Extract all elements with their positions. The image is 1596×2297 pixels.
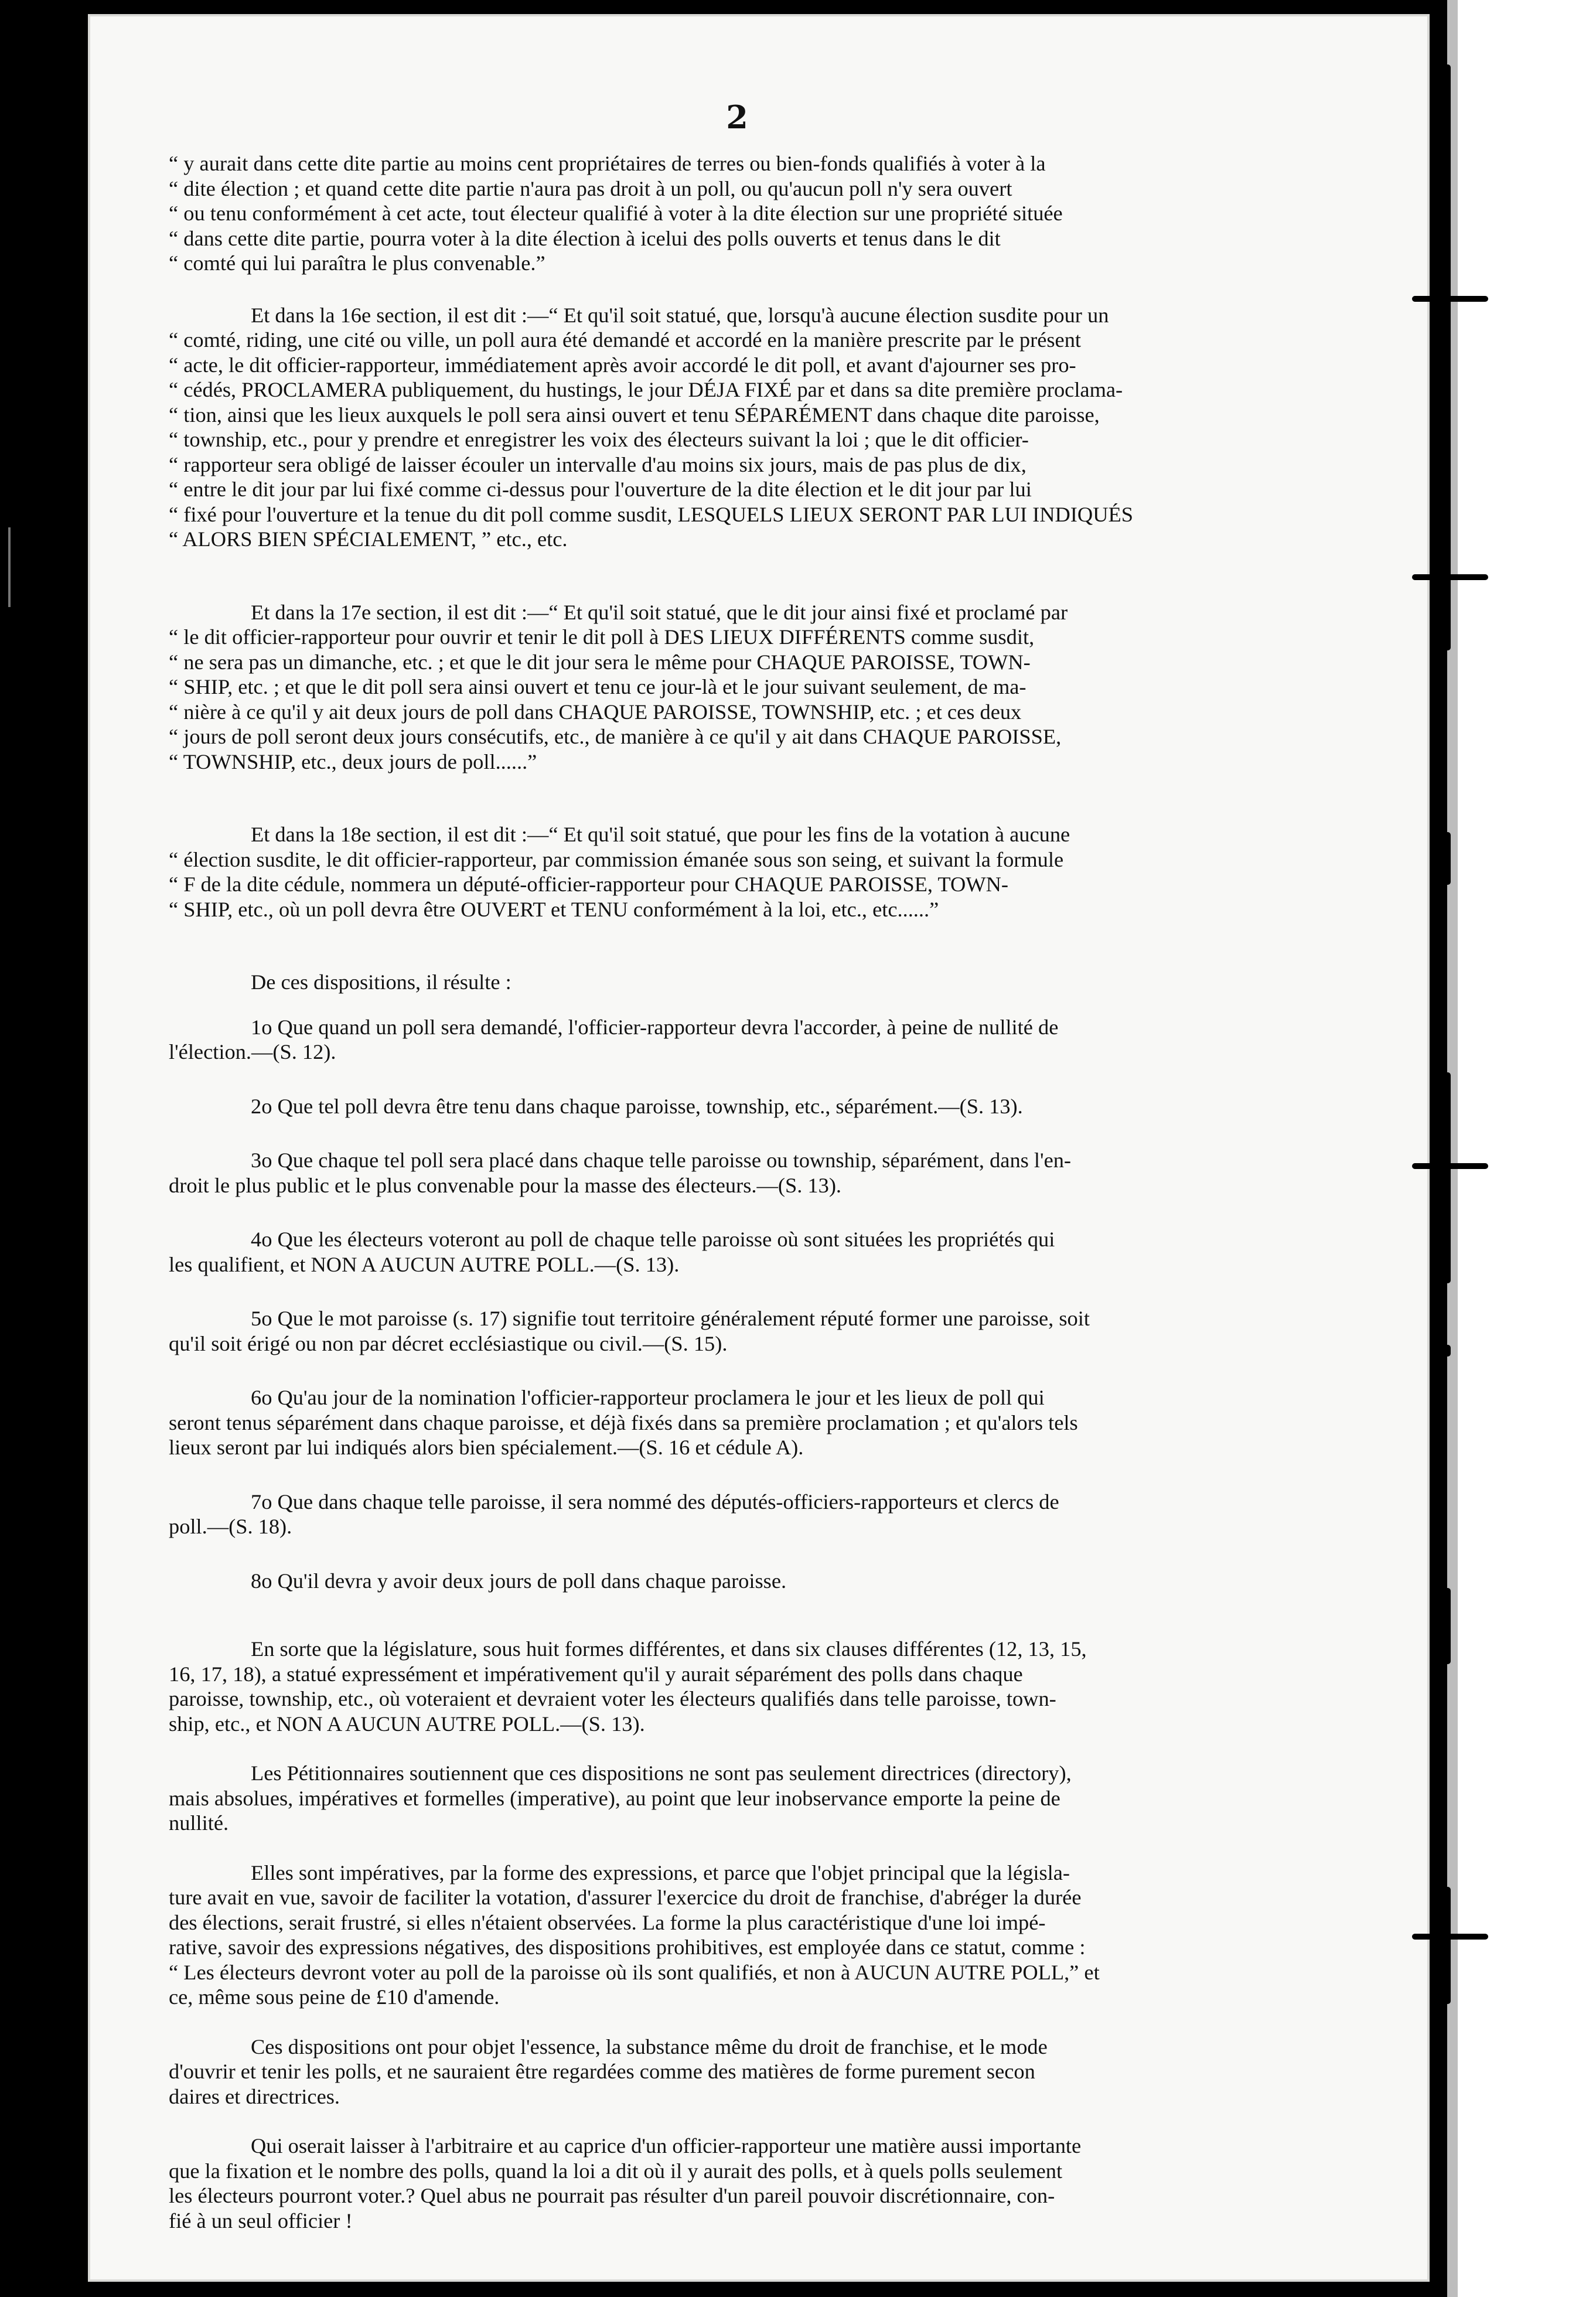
paragraph-quote-continuation: “ y aurait dans cette dite partie au moins cent propriétaires de terres ou bien-fonds qualifiés à voter à la “ dite élection ; et quand cette dite partie n'aura pas droit à un poll, ou qu'aucun poll n'y sera ouvert “ ou tenu conformément à cet acte, tout électeur qualifié à voter à la dite élection sur une propriété située “ dans cette dite partie, pourra voter à la dite élection à icelui des polls ouverts et tenus dans le dit “ comté qui lui paraîtra le plus convenable.” — [169, 152, 1063, 275]
right-binding-stroke — [1442, 1887, 1451, 2004]
paragraph-section-18: Et dans la 18e section, il est dit :—“ Et qu'il soit statué, que pour les fins de la votation à aucune “ élection susdite, le dit officier-rapporteur, par commission émanée sous son seing, et suivant la formule “ F de la dite cédule, nommera un député-officier-rapporteur pour CHAQUE PAROISSE, TOWN- “ SHIP, etc., où un poll devra être OUVERT et TENU conformément à la loi, etc., etc......” — [169, 823, 1070, 921]
paragraph-legislature-summary: En sorte que la législature, sous huit formes différentes, et dans six clauses différentes (12, 13, 15, 16, 17, 18), a statué expressément et impérativement qu'il y aurait séparément des polls dans chaque paroisse, township, etc., où voteraient et devraient voter les électeurs qualifiés dans telle paroisse, town- ship, etc., et NON A AUCUN AUTRE POLL.—(S. 13). — [169, 1637, 1087, 1736]
result-item-4: 4o Que les électeurs voteront au poll de chaque telle paroisse où sont situées les propriétés qui les qualifient, et NON A AUCUN AUTRE POLL.—(S. 13). — [169, 1228, 1055, 1276]
result-item-1: 1o Que quand un poll sera demandé, l'officier-rapporteur devra l'accorder, à peine de nullité de l'élection.—(S. 12). — [169, 1015, 1059, 1064]
page-text — [169, 100, 1282, 2258]
right-binding-stroke — [1442, 1588, 1451, 1664]
page-number: 2 — [726, 98, 748, 136]
binding-dot — [1442, 1345, 1451, 1357]
paragraph-results-intro: De ces dispositions, il résulte : — [251, 970, 511, 994]
result-item-7: 7o Que dans chaque telle paroisse, il sera nommé des députés-officiers-rapporteurs et clercs de poll.—(S. 18). — [169, 1490, 1059, 1538]
paragraph-franchise-essence: Ces dispositions ont pour objet l'essence, la substance même du droit de franchise, et le mode d'ouvrir et tenir les polls, et ne sauraient être regardées comme des matières de forme purement secon daires et directrices. — [169, 2034, 1048, 2108]
paragraph-discretionary-power: Qui oserait laisser à l'arbitraire et au caprice d'un officier-rapporteur une matière aussi importante que la fixation et le nombre des polls, quand la loi a dit où il y aurait des polls, et à quels polls seulement les électeurs pourront voter.? Quel abus ne pourrait pas résulter d'un pareil pouvoir discrétionnaire, con- fié à un seul officier ! — [169, 2134, 1082, 2233]
paragraph-section-17: Et dans la 17e section, il est dit :—“ Et qu'il soit statué, que le dit jour ainsi fixé et proclamé par “ le dit officier-rapporteur pour ouvrir et tenir le dit poll à DES LIEUX DIFFÉRENTS comme susdit, “ ne sera pas un dimanche, etc. ; et que le dit jour sera le même pour CHAQUE PAROISSE, TOWN- “ SHIP, etc. ; et que le dit poll sera ainsi ouvert et tenu ce jour-là et le jour suivant seulement, de ma- “ nière à ce qu'il y ait deux jours de poll dans CHAQUE PAROISSE, TOWNSHIP, etc. ; et ces deux “ jours de poll seront deux jours consécutifs, etc., de manière à ce qu'il y ait dans CHAQUE PAROISSE, “ TOWNSHIP, etc., deux jours de poll......” — [169, 600, 1068, 773]
paragraph-section-16: Et dans la 16e section, il est dit :—“ Et qu'il soit statué, que, lorsqu'à aucune élection susdite pour un “ comté, riding, une cité ou ville, un poll aura été demandé et accordé en la manière prescrite par le présent “ acte, le dit officier-rapporteur, immédiatement après avoir accordé le dit poll, et avant d'ajourner ses pro- “ cédés, PROCLAMERA publiquement, du hustings, le jour DÉJA FIXÉ par et dans sa dite première proclama- “ tion, ainsi que les lieux auxquels le poll sera ainsi ouvert et tenu SÉPARÉMENT dans chaque dite paroisse, “ township, etc., pour y prendre et enregistrer les voix des électeurs suivant la loi ; que le dit officier- “ rapporteur sera obligé de laisser écouler un intervalle d'au moins six jours, mais de pas plus de dix, “ entre le dit jour par lui fixé comme ci-dessus pour l'ouverture de la dite élection et le dit jour par lui “ fixé pour l'ouverture et la tenue du dit poll comme susdit, LESQUELS LIEUX SERONT PAR LUI INDIQUÉS “ ALORS BIEN SPÉCIALEMENT, ” etc., etc. — [169, 303, 1133, 551]
paragraph-imperative-provisions: Elles sont impératives, par la forme des expressions, et parce que l'objet principal que la législa- ture avait en vue, savoir de faciliter la votation, d'assurer l'exercice du droit de franchise, d'abréger la durée des élections, serait frustré, si elles n'étaient observées. La forme la plus caractéristique d'une loi impé- rative, savoir des expressions négatives, des dispositions prohibitives, est employée dans ce statut, comme : “ Les électeurs devront voter au poll de la paroisse où ils sont qualifiés, et non à AUCUN AUTRE POLL,” et ce, même sous peine de £10 d'amende. — [169, 1860, 1100, 2009]
adjacent-page-edge — [1447, 0, 1596, 2297]
binding-tick — [1412, 296, 1488, 302]
right-binding-stroke — [1442, 1072, 1451, 1283]
result-item-3: 3o Que chaque tel poll sera placé dans chaque telle paroisse ou township, séparément, dans l'en- droit le plus public et le plus convenable pour la masse des électeurs.—(S. 13). — [169, 1148, 1072, 1197]
result-item-8: 8o Qu'il devra y avoir deux jours de poll dans chaque paroisse. — [251, 1569, 787, 1593]
left-scan-mark — [5, 527, 15, 607]
result-item-6: 6o Qu'au jour de la nomination l'officier-rapporteur proclamera le jour et les lieux de poll qui seront tenus séparément dans chaque paroisse, et déjà fixés dans sa première proclamation ; et qu'alors tels lieux seront par lui indiqués alors bien spécialement.—(S. 16 et cédule A). — [169, 1386, 1078, 1459]
result-item-5: 5o Que le mot paroisse (s. 17) signifie tout territoire généralement réputé former une paroisse, soit qu'il soit érigé ou non par décret ecclésiastique ou civil.—(S. 15). — [169, 1307, 1090, 1355]
right-binding-stroke — [1442, 64, 1451, 650]
right-binding-stroke — [1442, 832, 1451, 885]
result-item-2: 2o Que tel poll devra être tenu dans chaque paroisse, township, etc., séparément.—(S. 13). — [251, 1094, 1023, 1118]
paragraph-petitioners-argument: Les Pétitionnaires soutiennent que ces dispositions ne sont pas seulement directrices (directory), mais absolues, impératives et formelles (imperative), au point que leur inobservance emporte la peine de nullité. — [169, 1761, 1072, 1835]
binding-tick — [1412, 574, 1488, 580]
